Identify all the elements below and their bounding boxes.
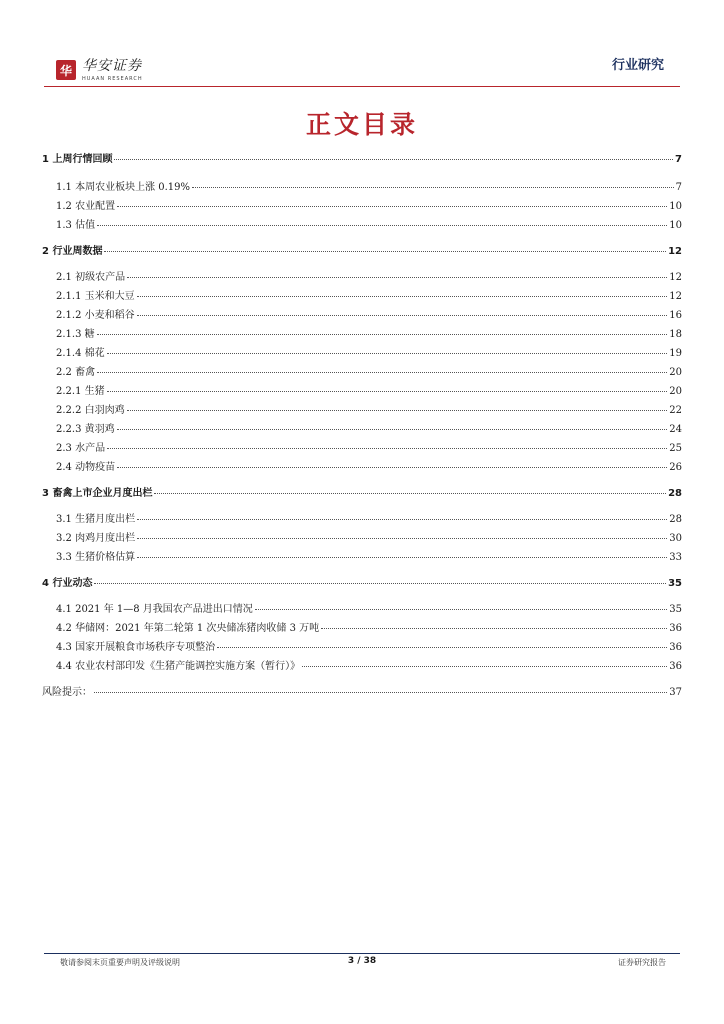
toc-entry[interactable] (42, 363, 682, 381)
toc-entry-label: 4.1 2021 年 1—8 月我国农产品进出口情况 (56, 604, 253, 615)
toc-entry-label: 2.1.3 糖 (56, 329, 95, 340)
footer-divider (44, 953, 680, 954)
toc-entry[interactable] (42, 325, 682, 343)
toc-entry-label: 3.3 生猪价格估算 (56, 552, 136, 563)
page-total: 38 (363, 956, 377, 966)
toc-leader-dots (137, 557, 667, 558)
toc-entry[interactable] (42, 268, 682, 286)
toc-leader-dots (107, 353, 668, 354)
toc-leader-dots (117, 206, 667, 207)
toc-entry-page: 28 (668, 488, 682, 499)
toc-entry-label: 1.1 本周农业板块上涨 0.19% (56, 182, 191, 193)
toc-entry-label: 2.1.4 棉花 (56, 348, 105, 359)
toc-entry[interactable] (42, 197, 682, 215)
toc-entry-page: 7 (675, 154, 682, 165)
toc-entry-page: 37 (669, 687, 682, 698)
toc-entry-label: 2.2.3 黄羽鸡 (56, 424, 115, 435)
toc-leader-dots (137, 296, 668, 297)
toc-entry-page: 7 (675, 182, 682, 193)
toc-entry-label: 2.4 动物疫苗 (56, 462, 116, 473)
toc-entry[interactable] (42, 484, 682, 502)
toc-entry[interactable] (42, 510, 682, 528)
toc-leader-dots (107, 448, 667, 449)
toc-entry-page: 19 (669, 348, 682, 359)
toc-leader-dots (154, 493, 666, 494)
page-title: 正文目录 (305, 110, 418, 139)
toc-entry-label: 2 行业周数据 (42, 246, 103, 257)
toc-entry-label: 4.3 国家开展粮食市场秩序专项整治 (56, 642, 216, 653)
toc-entry-page: 26 (669, 462, 682, 473)
toc-entry-label: 3.2 肉鸡月度出栏 (56, 533, 136, 544)
toc-entry-page: 30 (669, 533, 682, 544)
toc-entry-page: 36 (669, 642, 682, 653)
toc-entry-label: 4 行业动态 (42, 578, 93, 589)
toc-entry-label: 2.1.1 玉米和大豆 (56, 291, 135, 302)
toc-leader-dots (302, 666, 667, 667)
toc-leader-dots (97, 372, 667, 373)
section-label: 行业研究 (611, 58, 664, 73)
toc-entry-page: 20 (669, 386, 682, 397)
toc-entry[interactable] (42, 458, 682, 476)
toc-entry-label: 2.1.2 小麦和稻谷 (56, 310, 135, 321)
toc-leader-dots (107, 391, 668, 392)
toc-leader-dots (117, 467, 667, 468)
toc-entry-label: 3.1 生猪月度出栏 (56, 514, 136, 525)
logo-name-en: HUAAN RESEARCH (82, 76, 143, 82)
toc-entry-page: 20 (669, 367, 682, 378)
toc-leader-dots (217, 647, 667, 648)
toc-entry-page: 12 (668, 246, 682, 257)
toc-entry-label: 2.3 水产品 (56, 443, 106, 454)
toc-leader-dots (94, 583, 666, 584)
report-type: 证券研究报告 (618, 958, 666, 967)
header-divider (44, 86, 680, 87)
toc-entry-label: 3 畜禽上市企业月度出栏 (42, 488, 153, 499)
toc-entry-page: 36 (669, 623, 682, 634)
footer-disclaimer: 敬请参阅末页重要声明及评级说明 (60, 958, 180, 967)
logo-name-cn: 华安证券 (82, 58, 142, 74)
toc-entry-page: 24 (669, 424, 682, 435)
toc-leader-dots (104, 251, 666, 252)
toc-entry[interactable] (42, 306, 682, 324)
toc-entry-page: 22 (669, 405, 682, 416)
company-logo (56, 58, 143, 88)
toc-entry[interactable] (42, 548, 682, 566)
toc-entry[interactable] (42, 216, 682, 234)
toc-leader-dots (117, 429, 668, 430)
logo-mark-icon: 华 (56, 60, 76, 80)
toc-entry[interactable] (42, 242, 682, 260)
toc-leader-dots (94, 692, 667, 693)
toc-entry-label: 1 上周行情回顾 (42, 154, 113, 165)
toc-entry-page: 16 (669, 310, 682, 321)
toc-entry-page: 35 (668, 578, 682, 589)
toc-entry-label: 2.2 畜禽 (56, 367, 96, 378)
toc-entry[interactable] (42, 657, 682, 675)
toc-entry-label: 1.3 估值 (56, 220, 96, 231)
toc-entry-page: 33 (669, 552, 682, 563)
toc-leader-dots (97, 225, 667, 226)
toc-entry-label: 4.4 农业农村部印发《生猪产能调控实施方案（暂行）》 (56, 661, 301, 672)
toc-entry-label: 4.2 华储网：2021 年第二轮第 1 次央储冻猪肉收储 3 万吨 (56, 623, 320, 634)
toc-entry-label: 2.1 初级农产品 (56, 272, 126, 283)
toc-entry-label: 风险提示： (42, 687, 92, 698)
toc-leader-dots (97, 334, 668, 335)
toc-entry-page: 18 (669, 329, 682, 340)
toc-entry[interactable] (42, 150, 682, 168)
toc-leader-dots (127, 410, 668, 411)
toc-leader-dots (255, 609, 667, 610)
page-separator: / (357, 956, 361, 966)
toc-entry[interactable] (42, 287, 682, 305)
logo-text (82, 58, 143, 82)
toc-entry[interactable] (42, 401, 682, 419)
page-number (0, 956, 724, 966)
toc-entry-page: 25 (669, 443, 682, 454)
toc-entry-label: 2.2.2 白羽肉鸡 (56, 405, 125, 416)
toc-entry[interactable] (42, 574, 682, 592)
toc-entry-page: 36 (669, 661, 682, 672)
toc-entry[interactable] (42, 600, 682, 618)
toc-leader-dots (137, 538, 667, 539)
toc-entry[interactable] (42, 439, 682, 457)
toc-entry[interactable] (42, 638, 682, 656)
toc-entry-page: 35 (669, 604, 682, 615)
toc-entry-page: 12 (669, 272, 682, 283)
toc-leader-dots (137, 519, 667, 520)
toc-leader-dots (192, 187, 674, 188)
toc-entry-page: 12 (669, 291, 682, 302)
toc-entry[interactable] (42, 382, 682, 400)
toc-entry-label: 2.2.1 生猪 (56, 386, 105, 397)
toc-entry[interactable] (42, 178, 682, 196)
toc-entry[interactable] (42, 529, 682, 547)
page-current: 3 (347, 956, 355, 966)
toc-entry-label: 1.2 农业配置 (56, 201, 116, 212)
toc-leader-dots (114, 159, 673, 160)
toc-leader-dots (137, 315, 668, 316)
toc-entry[interactable] (42, 344, 682, 362)
toc-leader-dots (321, 628, 667, 629)
toc-entry-page: 10 (669, 220, 682, 231)
toc-entry[interactable] (42, 619, 682, 637)
toc-leader-dots (127, 277, 667, 278)
toc-entry-page: 28 (669, 514, 682, 525)
toc-entry[interactable] (42, 420, 682, 438)
toc-entry-page: 10 (669, 201, 682, 212)
toc-entry[interactable] (42, 683, 682, 701)
